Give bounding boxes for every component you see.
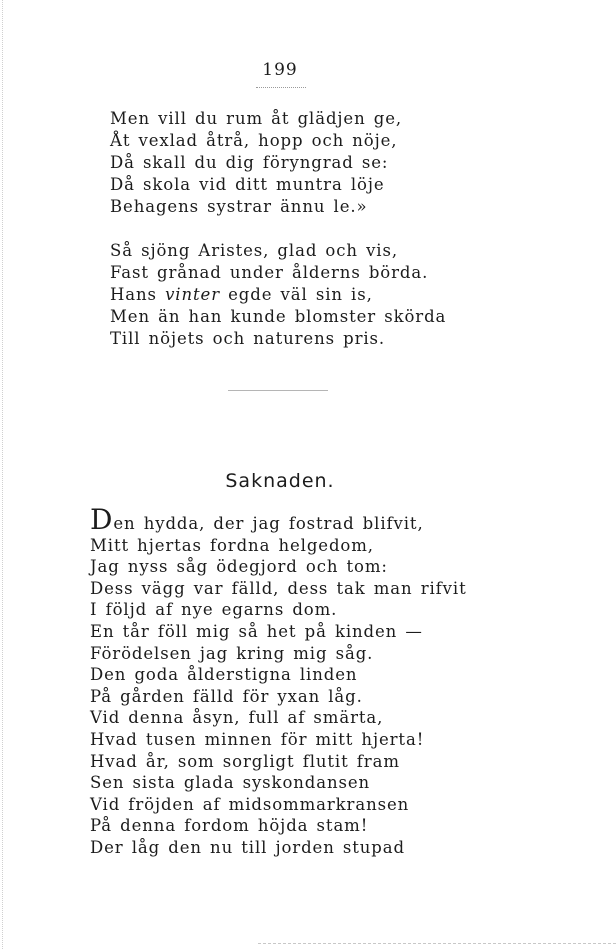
verse-line: Fast grånad under ålderns börda. <box>110 263 429 282</box>
verse-text: en hydda, der jag fostrad blifvit, <box>113 514 424 533</box>
drop-cap: D <box>90 503 114 536</box>
verse-line: Hvad tusen minnen för mitt hjerta! <box>90 729 425 749</box>
poem-title: Saknaden. <box>225 470 335 492</box>
verse-line: Då skola vid ditt muntra löje <box>110 175 385 194</box>
verse-line: På gården fälld för yxan låg. <box>90 686 363 706</box>
emphasized-word: vinter <box>165 285 220 304</box>
verse-line: Hvad år, som sorgligt flutit fram <box>90 751 400 771</box>
verse-line: Så sjöng Aristes, glad och vis, <box>110 241 398 260</box>
verse-line: Jag nyss såg ödegjord och tom: <box>90 557 388 577</box>
verse-line: Sen sista glada syskondansen <box>90 773 371 793</box>
verse-line: Men än han kunde blomster skörda <box>110 307 447 326</box>
verse-line: Behagens systrar ännu le.» <box>110 197 368 216</box>
section-divider <box>228 390 328 391</box>
verse-text: egde väl sin is, <box>220 285 373 304</box>
verse-line: Då skall du dig föryngrad se: <box>110 153 389 172</box>
verse-line <box>110 284 446 306</box>
verse-line: Mitt hjertas fordna helgedom, <box>90 535 374 555</box>
verse-line: Åt vexlad åtrå, hopp och nöje, <box>110 131 398 150</box>
verse-line: En tår föll mig så het på kinden — <box>90 621 423 641</box>
page-number: 199 <box>262 60 298 80</box>
page-number-underline <box>256 87 306 88</box>
verse-line: Förödelsen jag kring mig såg. <box>90 643 374 663</box>
verse-line: Men vill du rum åt glädjen ge, <box>110 109 403 128</box>
verse-line: I följd af nye egarns dom. <box>90 600 338 620</box>
verse-line: Dess vägg var fälld, dess tak man rifvit <box>90 578 467 598</box>
poem-body <box>90 503 467 859</box>
verse-line: På denna fordom höjda stam! <box>90 816 369 836</box>
stanza-1 <box>110 108 402 218</box>
verse-line: Der låg den nu till jorden stupad <box>90 837 405 857</box>
verse-line: Den goda ålderstigna linden <box>90 665 358 685</box>
verse-line-first <box>90 503 467 536</box>
stanza-2 <box>110 240 446 350</box>
verse-text: Hans <box>110 285 166 304</box>
verse-line: Vid fröjden af midsommarkransen <box>90 794 410 814</box>
verse-line: Till nöjets och naturens pris. <box>110 329 386 348</box>
page-bottom-rule <box>258 943 616 944</box>
verse-line: Vid denna åsyn, full af smärta, <box>90 708 384 728</box>
